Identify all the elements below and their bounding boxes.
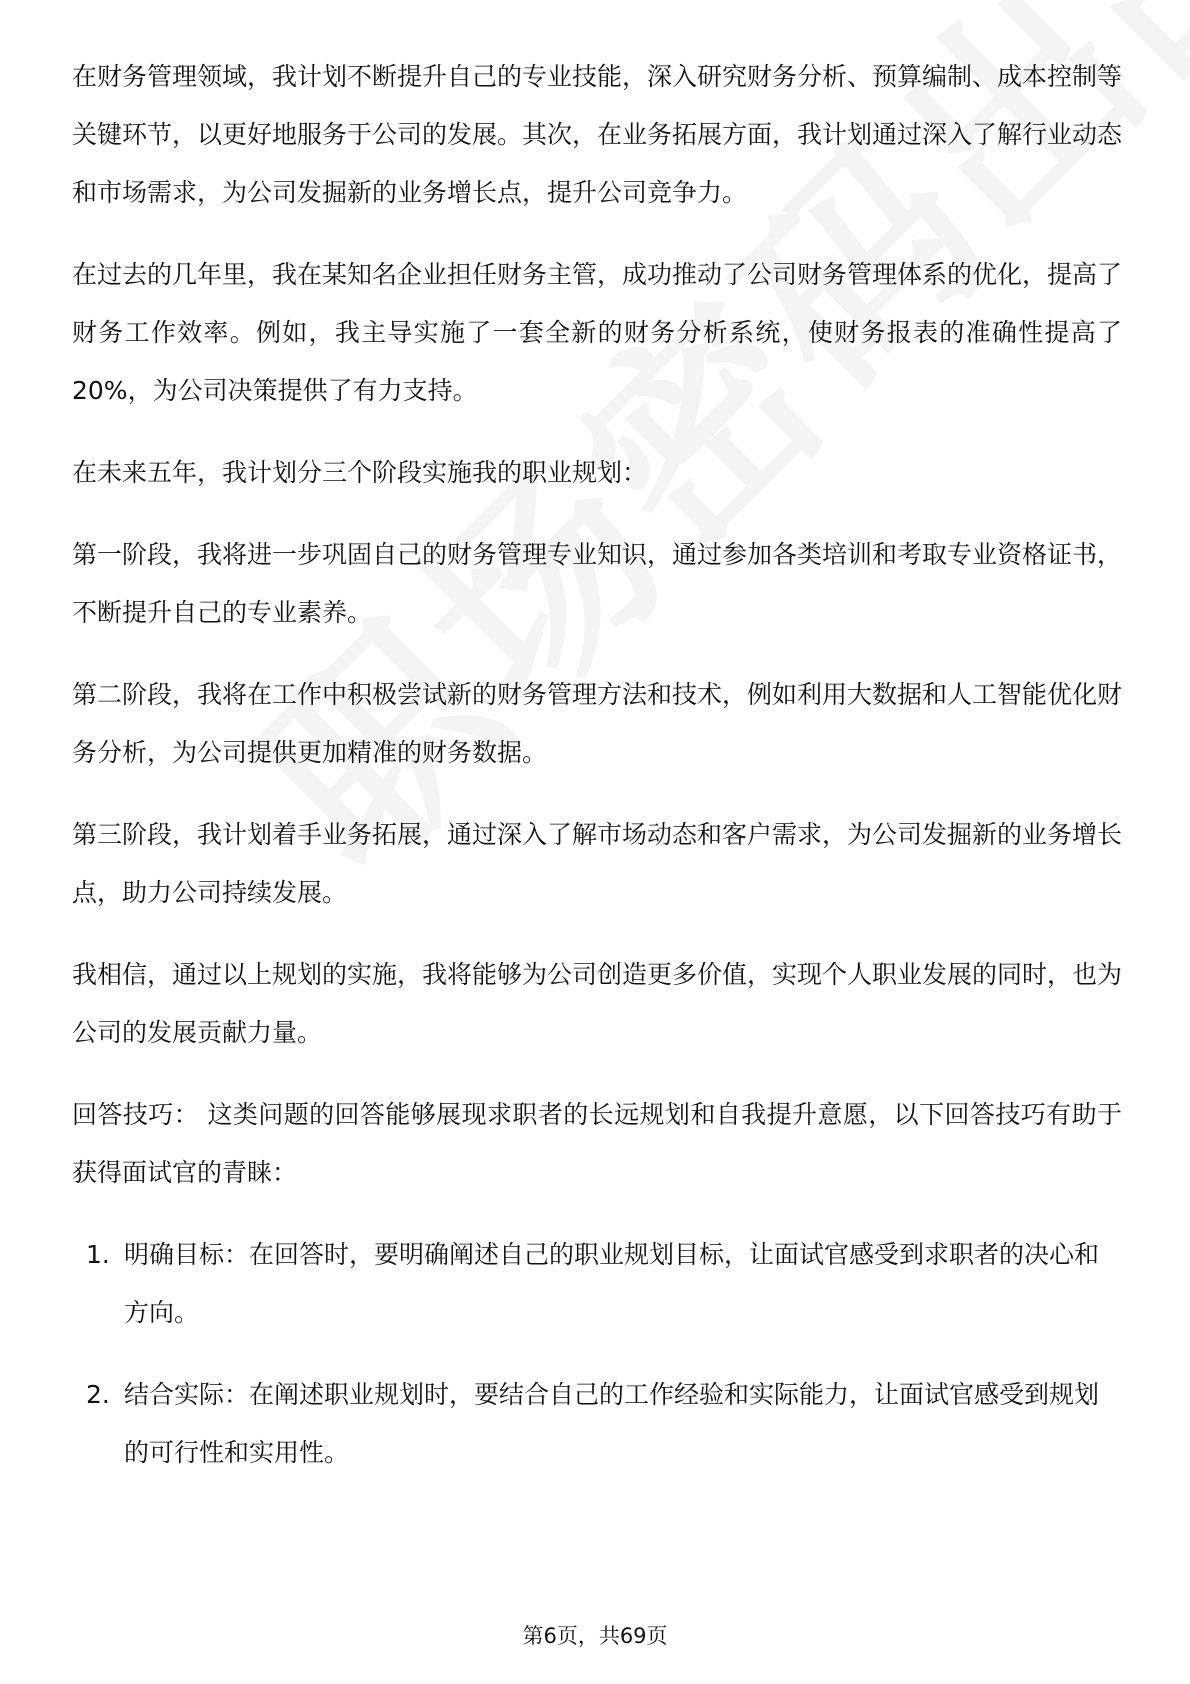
tips-list: [72, 1226, 1122, 1482]
list-item-text: 明确目标：在回答时，要明确阐述自己的职业规划目标，让面试官感受到求职者的决心和方向。: [124, 1240, 1100, 1327]
document-body: [72, 48, 1122, 1506]
paragraph-finance-plan: 在财务管理领域，我计划不断提升自己的专业技能，深入研究财务分析、预算编制、成本控制等关键环节，以更好地服务于公司的发展。其次，在业务拓展方面，我计划通过深入了解行业动态和市场需求，为公司发掘新的业务增长点，提升公司竞争力。: [72, 62, 1123, 207]
page-number-footer: 第6页，共69页: [522, 1624, 668, 1648]
paragraph-past-experience: 在过去的几年里，我在某知名企业担任财务主管，成功推动了公司财务管理体系的优化，提高了财务工作效率。例如，我主导实施了一套全新的财务分析系统，使财务报表的准确性提高了20%，为公司决策提供了有力支持。: [72, 260, 1123, 405]
list-item-number: 1.: [86, 1240, 110, 1269]
paragraph-answer-tips: 回答技巧： 这类问题的回答能够展现求职者的长远规划和自我提升意愿，以下回答技巧有助于获得面试官的青睐：: [72, 1100, 1122, 1187]
list-item-number: 2.: [86, 1380, 110, 1409]
paragraph-stage-two: 第二阶段，我将在工作中积极尝试新的财务管理方法和技术，例如利用大数据和人工智能优化财务分析，为公司提供更加精准的财务数据。: [72, 680, 1123, 767]
list-item: [72, 1366, 1122, 1482]
paragraph-stage-three: 第三阶段，我计划着手业务拓展，通过深入了解市场动态和客户需求，为公司发掘新的业务增长点，助力公司持续发展。: [72, 820, 1123, 907]
list-item: [72, 1226, 1122, 1342]
paragraph-conclusion: 我相信，通过以上规划的实施，我将能够为公司创造更多价值，实现个人职业发展的同时，也为公司的发展贡献力量。: [72, 960, 1123, 1047]
paragraph-stage-one: 第一阶段，我将进一步巩固自己的财务管理专业知识，通过参加各类培训和考取专业资格证书，不断提升自己的专业素养。: [72, 540, 1123, 627]
paragraph-five-year-intro: 在未来五年，我计划分三个阶段实施我的职业规划：: [72, 458, 648, 487]
list-item-text: 结合实际：在阐述职业规划时，要结合自己的工作经验和实际能力，让面试官感受到规划的可行性和实用性。: [124, 1380, 1100, 1467]
